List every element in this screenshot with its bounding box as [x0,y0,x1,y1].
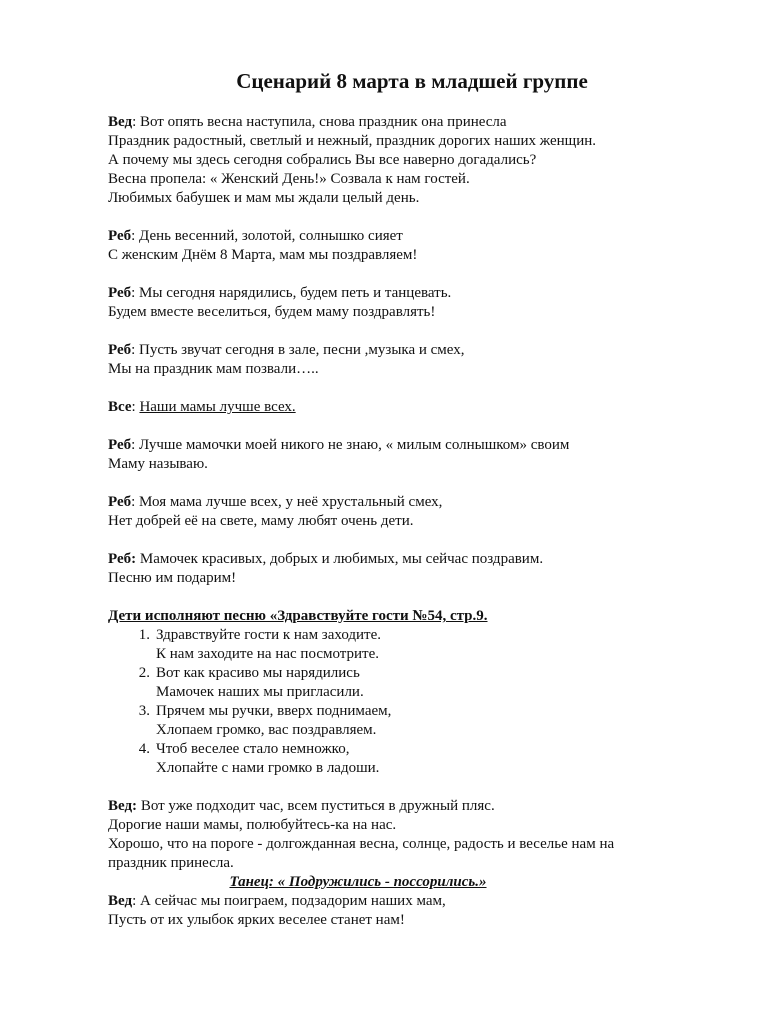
verse-line: Здравствуйте гости к нам заходите. [156,627,382,643]
verse-number: 2. [138,665,150,681]
song-verse [108,740,708,778]
song-verse [108,664,708,702]
speaker-label: Все [108,399,132,415]
dialogue-line: Маму называю. [108,456,208,472]
speaker-label: Реб [108,342,132,358]
dialogue-line: Хорошо, что на пороге - долгожданная весна, солнце, радость и веселье нам на [108,836,615,852]
dialogue-line: Моя мама лучше всех, у неё хрустальный смех, [139,494,443,510]
dialogue-line: Мы на праздник мам позвали….. [108,361,319,377]
verse-line: Вот как красиво мы нарядились [156,665,360,681]
verse-line: Мамочек наших мы пригласили. [156,684,364,700]
dialogue-line: Мы сегодня нарядились, будем петь и танцевать. [139,285,452,301]
dialogue-block: Вед: Вот опять весна наступила, снова праздник она принесла Праздник радостный, светлый и нежный, праздник дорогих наших женщин. А почему мы здесь сегодня собрались Вы все наверно догадались? Весна пропела: « Женский День!» Созвала к нам гостей. Любимых бабушек и мам мы ждали целый день. [108,113,708,208]
dialogue-line: Будем вместе веселиться, будем маму поздравлять! [108,304,436,320]
dialogue-line: Пусть от их улыбок ярких веселее станет нам! [108,912,405,928]
dialogue-line: А сейчас мы поиграем, подзадорим наших мам, [139,893,446,909]
dance-heading: Танец: « Подружились - поссорились.» [229,874,487,890]
speaker-label: Реб [108,228,132,244]
speaker-label: Вед [108,114,133,130]
verse-line: Хлопаем громко, вас поздравляем. [156,722,377,738]
dialogue-line: Дорогие наши мамы, полюбуйтесь-ка на нас. [108,817,397,833]
dialogue-line: праздник принесла. [108,855,234,871]
dialogue-line: С женским Днём 8 Марта, мам мы поздравляем! [108,247,418,263]
verse-line: Хлопайте с нами громко в ладоши. [156,760,380,776]
dialogue-line: Весна пропела: « Женский День!» Созвала к нам гостей. [108,171,470,187]
speaker-label: Вед [108,893,133,909]
dialogue-line: Праздник радостный, светлый и нежный, праздник дорогих наших женщин. [108,133,597,149]
document-title: Сценарий 8 марта в младшей группе [236,69,588,93]
dialogue-block [108,797,708,873]
verse-number: 4. [138,741,150,757]
dialogue-block: Вед: А сейчас мы поиграем, подзадорим наших мам, Пусть от их улыбок ярких веселее станет нам! [108,892,708,930]
dialogue-block: Реб: День весенний, золотой, солнышко сияет С женским Днём 8 Марта, мам мы поздравляем! [108,227,708,265]
song-verse [108,702,708,740]
dialogue-line: Вот уже подходит час, всем пуститься в дружный пляс. [140,798,495,814]
dialogue-line: Лучше мамочки моей никого не знаю, « милым солнышком» своим [139,437,570,453]
verse-line: Чтоб веселее стало немножко, [156,741,350,757]
song-verse-list [108,626,708,778]
dialogue-line: Мамочек красивых, добрых и любимых, мы сейчас поздравим. [139,551,544,567]
dialogue-line: День весенний, золотой, солнышко сияет [139,228,403,244]
dialogue-block: Реб: Мы сегодня нарядились, будем петь и танцевать. Будем вместе веселиться, будем маму поздравлять! [108,284,708,322]
speaker-label: Реб [108,494,132,510]
dialogue-block: Все: Наши мамы лучше всех. [108,399,296,415]
song-heading: Дети исполняют песню «Здравствуйте гости №54, стр.9. [108,608,488,624]
dialogue-block [108,550,708,588]
dialogue-line: А почему мы здесь сегодня собрались Вы все наверно догадались? [108,152,537,168]
speaker-label: Реб [108,437,132,453]
speaker-label: Вед: [108,798,138,814]
dialogue-line: Нет добрей её на свете, маму любят очень дети. [108,513,414,529]
verse-line: Прячем мы ручки, вверх поднимаем, [156,703,392,719]
dialogue-block: Реб: Лучше мамочки моей никого не знаю, « милым солнышком» своим Маму называю. [108,436,708,474]
dialogue-line: Пусть звучат сегодня в зале, песни ,музыка и смех, [139,342,465,358]
speaker-label: Реб [108,285,132,301]
dialogue-line: Любимых бабушек и мам мы ждали целый день. [108,190,420,206]
verse-number: 1. [138,627,150,643]
document-body [108,113,708,930]
dialogue-block: Реб: Моя мама лучше всех, у неё хрустальный смех, Нет добрей её на свете, маму любят очень дети. [108,493,708,531]
speaker-label: Реб: [108,551,137,567]
dialogue-line: Песню им подарим! [108,570,237,586]
verse-number: 3. [138,703,150,719]
song-verse [108,626,708,664]
dialogue-block: Реб: Пусть звучат сегодня в зале, песни ,музыка и смех, Мы на праздник мам позвали….. [108,341,708,379]
dialogue-line: Вот опять весна наступила, снова праздник она принесла [139,114,507,130]
verse-line: К нам заходите на нас посмотрите. [156,646,379,662]
dialogue-line: Наши мамы лучше всех. [139,399,296,415]
